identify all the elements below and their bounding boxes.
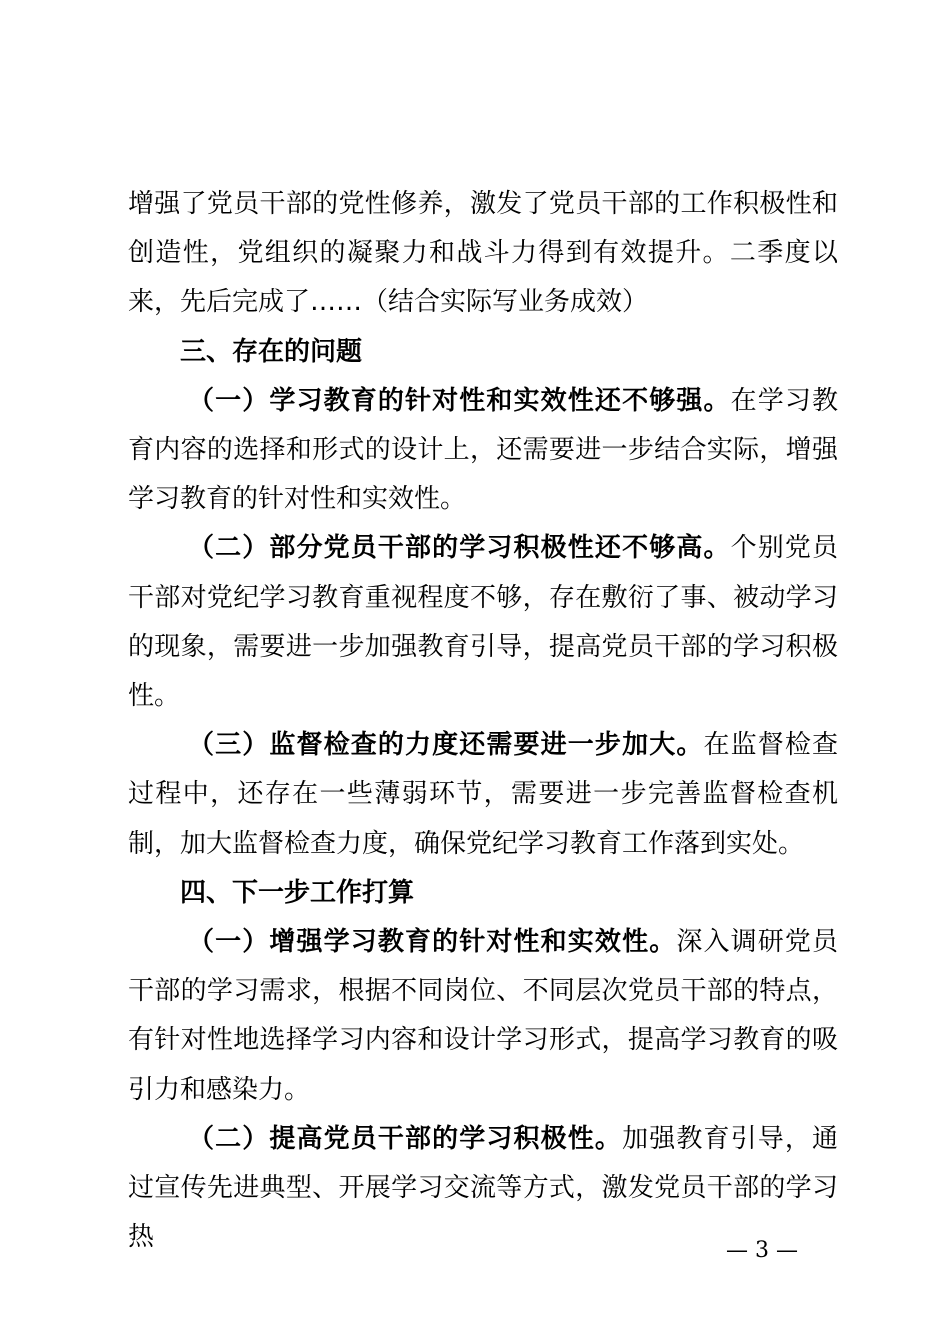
problem-item-1-body: 在学习教育内容的选择和形式的设计上，还需要进一步结合实际，增强学习教育的针对性和实效性。 (128, 385, 838, 515)
problem-item-2-body: 个别党员干部对党纪学习教育重视程度不够，存在敷衍了事、被动学习的现象，需要进一步加强教育引导，提高党员干部的学习积极性。 (128, 533, 838, 712)
plan-item-1-body: 深入调研党员干部的学习需求，根据不同岗位、不同层次党员干部的特点，有针对性地选择学习内容和设计学习形式，提高学习教育的吸引力和感染力。 (128, 927, 838, 1105)
problem-item-3-lead: （三）监督检查的力度还需要进一步加大。 (188, 730, 704, 761)
problem-item-3 (128, 721, 838, 869)
document-body (128, 180, 838, 1262)
problem-item-1 (128, 377, 838, 525)
section-heading-problems: 三、存在的问题 (180, 336, 363, 367)
section-heading-next-steps: 四、下一步工作打算 (180, 877, 415, 908)
problem-item-2-lead: （二）部分党员干部的学习积极性还不够高。 (188, 533, 731, 564)
problem-item-2 (128, 524, 838, 721)
problem-item-3-body: 在监督检查过程中，还存在一些薄弱环节，需要进一步完善监督检查机制，加大监督检查力度，确保党纪学习教育工作落到实处。 (128, 730, 838, 859)
continuation-paragraph: 增强了党员干部的党性修养，激发了党员干部的工作积极性和创造性，党组织的凝聚力和战斗力得到有效提升。二季度以来，先后完成了……（结合实际写业务成效） (128, 189, 838, 318)
problem-item-1-lead: （一）学习教育的针对性和实效性还不够强。 (188, 385, 731, 416)
plan-item-1-lead: （一）增强学习教育的针对性和实效性。 (188, 927, 677, 958)
page-number: — 3 — (726, 1238, 798, 1263)
plan-item-1 (128, 918, 838, 1115)
plan-item-2-lead: （二）提高党员干部的学习积极性。 (188, 1123, 623, 1154)
plan-item-2-body: 加强教育引导，通过宣传先进典型、开展学习交流等方式，激发党员干部的学习热 (128, 1123, 838, 1253)
